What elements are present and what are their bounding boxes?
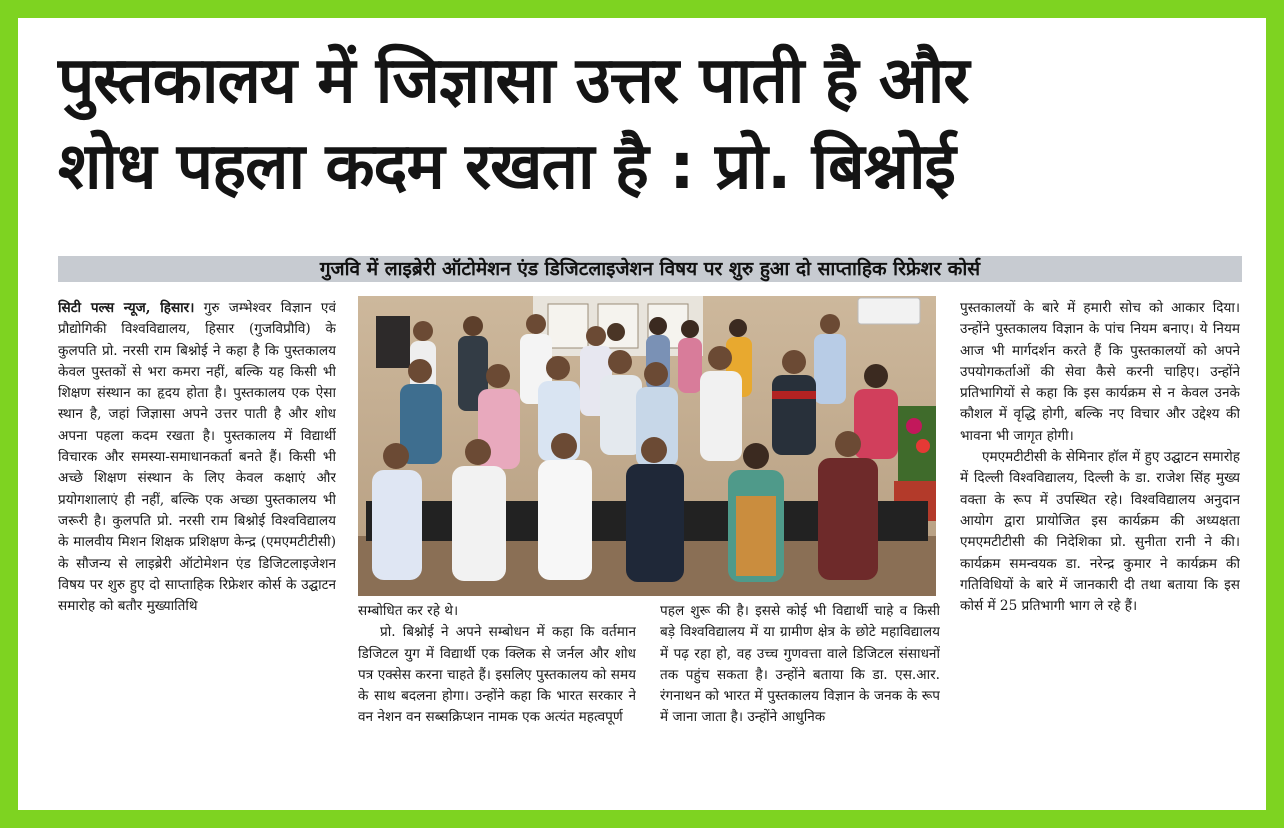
article-column-4 [960,298,1240,803]
newspaper-clipping [18,18,1266,810]
headline-line-1: पुस्तकालय में जिज्ञासा उत्तर पाती है और [58,44,969,118]
subheadline: गुजवि में लाइब्रेरी ऑटोमेशन एंड डिजिटलाइजेशन विषय पर शुरु हुआ दो साप्ताहिक रिफ्रेशर कोर्स [58,256,1242,282]
dateline: सिटी पल्स न्यूज, हिसार। [58,300,195,316]
article-column-2 [358,601,636,806]
headline [58,38,1238,210]
headline-line-2: शोध पहला कदम रखता है : प्रो. बिश्नोई [58,130,955,204]
column-2-para-2: प्रो. बिश्नोई ने अपने सम्बोधन में कहा कि वर्तमान डिजिटल युग में विद्यार्थी एक क्लिक से जर्नल और शोध पत्र एक्सेस करना चाहते हैं। इसलिए पुस्तकालय को समय के साथ बदलना होगा। उन्होंने कहा कि भारत सरकार ने वन नेशन वन सब्सक्रिप्शन नामक एक अत्यंत महत्वपूर्ण [358,624,636,726]
article-column-1 [58,298,336,803]
group-photo [358,296,936,596]
column-4-para-1: पुस्तकालयों के बारे में हमारी सोच को आकार दिया। उन्होंने पुस्तकालय विज्ञान के पांच नियम बनाए। ये नियम आज भी मार्गदर्शन करते हैं कि पुस्तकालयों को अपने उपयोगकर्ताओं की सेवा कैसे करनी चाहिए। उन्होंने प्रतिभागियों से कहा कि इस कार्यक्रम से न केवल उनके कौशल में वृद्धि होगी, बल्कि नए विचार और उद्देश्य की भावना भी जागृत होगी। [960,300,1240,444]
article-column-3 [660,601,940,806]
column-2-para-1: सम्बोधित कर रहे थे। [358,603,459,619]
column-1-text: गुरु जम्भेश्वर विज्ञान एवं प्रौद्योगिकी विश्वविद्यालय, हिसार (गुजविप्रौवि) के कुलपति प्रो. नरसी राम बिश्नोई ने कहा है कि पुस्तकालय केवल पुस्तकों से भरा कमरा नहीं, बल्कि यह किसी भी शिक्षण संस्थान का हृदय होता है। पुस्तकालय एक ऐसा स्थान है, जहां जिज्ञासा अपने उत्तर पाती है और शोध अपना पहला कदम रखता है। पुस्तकालय में विद्यार्थी विचारक और समस्या-समाधानकर्ता बनते हैं। किसी भी अच्छे शिक्षण संस्थान के लिए केवल कक्षाएं और प्रयोगशालाएं ही नहीं, बल्कि एक अच्छा पुस्तकालय भी जरूरी है। कुलपति प्रो. नरसी राम बिश्नोई विश्वविद्यालय के मालवीय मिशन शिक्षक प्रशिक्षण केन्द्र (एमएमटीटीसी) के सौजन्य से लाइब्रेरी ऑटोमेशन एंड डिजिटलाइजेशन विषय पर शुरु हुए दो साप्ताहिक रिफ्रेशर कोर्स के उद्घाटन समारोह को बतौर मुख्यातिथि [58,300,336,615]
column-3-text: पहल शुरू की है। इससे कोई भी विद्यार्थी चाहे व किसी बड़े विश्वविद्यालय में या ग्रामीण क्षेत्र के छोटे महाविद्यालय में पढ़ रहा हो, वह उच्च गुणवत्ता वाले डिजिटल संसाधनों तक पहुंच सकता है। उन्होंने बताया कि डा. एस.आर. रंगनाथन को भारत में पुस्तकालय विज्ञान के जनक के रूप में जाना जाता है। उन्होंने आधुनिक [660,603,940,726]
column-4-para-2: एमएमटीटीसी के सेमिनार हॉल में हुए उद्घाटन समारोह में दिल्ली विश्वविद्यालय, दिल्ली के डा. राजेश सिंह मुख्य वक्ता के रूप में उपस्थित रहे। विश्वविद्यालय अनुदान आयोग द्वारा प्रायोजित इस कार्यक्रम की अध्यक्षता एमएमटीटीसी की निदेशिका प्रो. सुनीता रानी ने की। कार्यक्रम समन्वयक डा. नरेन्द्र कुमार ने कार्यक्रम की गतिविधियों के बारे में जानकारी दी तथा बताया कि इस कोर्स में 25 प्रतिभागी भाग ले रहे हैं। [960,449,1240,615]
